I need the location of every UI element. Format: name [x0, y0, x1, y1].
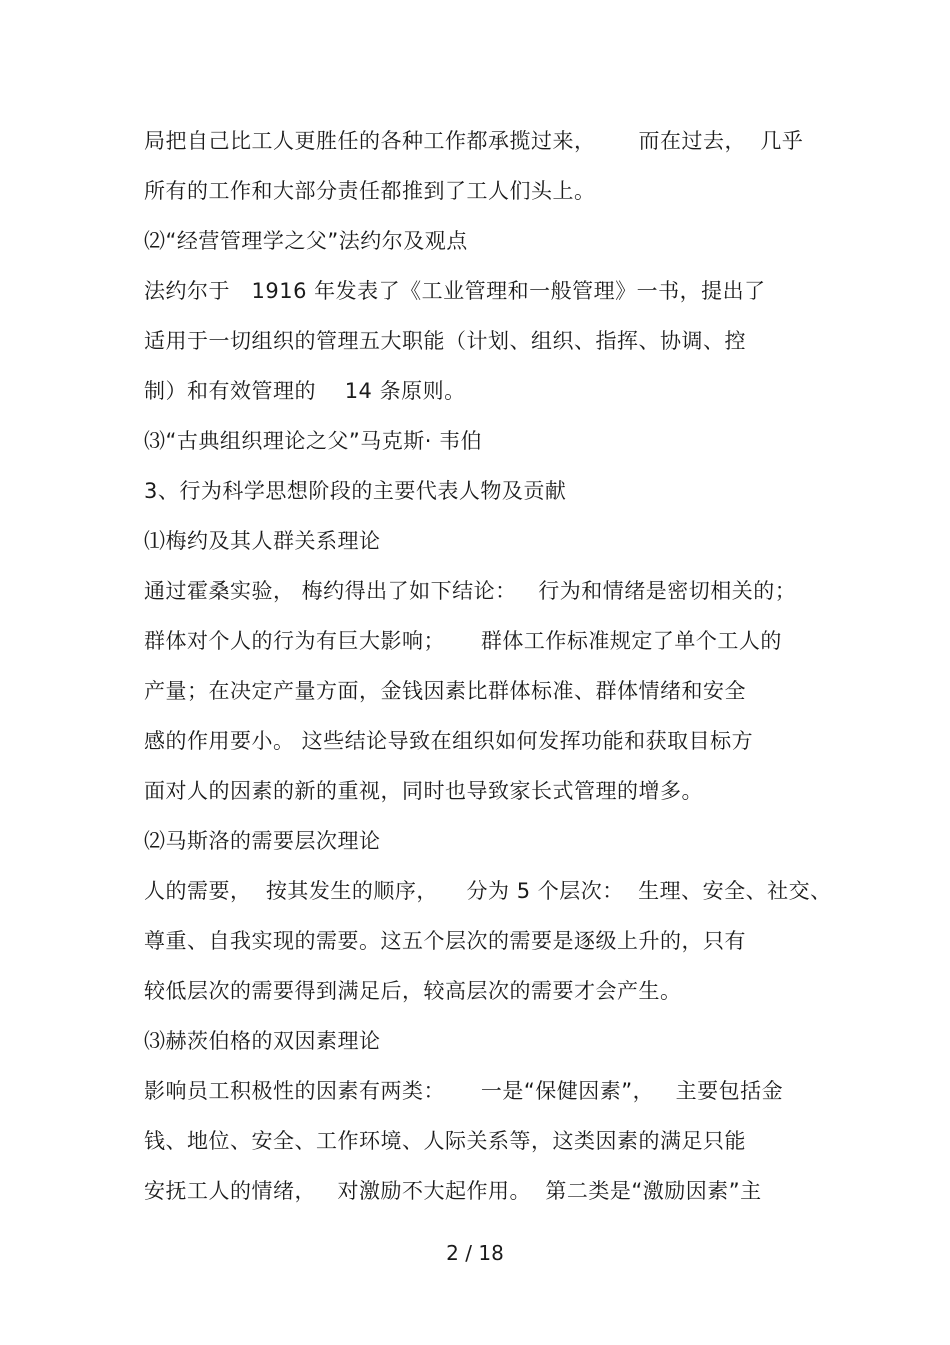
text-line: 通过霍桑实验， 梅约得出了如下结论： 行为和情绪是密切相关的； — [144, 579, 797, 603]
text-line: 产量；在决定产量方面，金钱因素比群体标准、群体情绪和安全 — [144, 679, 746, 703]
text-line: 人的需要， 按其发生的顺序， 分为 5 个层次： 生理、安全、社交、 — [144, 879, 832, 903]
text-line: 钱、地位、安全、工作环境、人际关系等，这类因素的满足只能 — [144, 1129, 746, 1153]
section-heading: ⑵“经营管理学之父”法约尔及观点 — [144, 229, 468, 253]
text-line: 适用于一切组织的管理五大职能（计划、组织、指挥、协调、控 — [144, 329, 746, 353]
text-line: 局把自己比工人更胜任的各种工作都承揽过来， 而在过去， 几乎 — [144, 129, 804, 153]
section-heading: 3、行为科学思想阶段的主要代表人物及贡献 — [144, 479, 567, 503]
text-line: 面对人的因素的新的重视，同时也导致家长式管理的增多。 — [144, 779, 703, 803]
text-line: 群体对个人的行为有巨大影响； 群体工作标准规定了单个工人的 — [144, 629, 782, 653]
section-heading: ⑶“古典组织理论之父”马克斯· 韦伯 — [144, 429, 483, 453]
text-line: 安抚工人的情绪， 对激励不大起作用。 第二类是“激励因素”主 — [144, 1179, 762, 1203]
text-line: 法约尔于 1916 年发表了《工业管理和一般管理》一书，提出了 — [144, 279, 766, 303]
section-heading: ⑵马斯洛的需要层次理论 — [144, 829, 381, 853]
text-line: 感的作用要小。 这些结论导致在组织如何发挥功能和获取目标方 — [144, 729, 754, 753]
text-line: 制）和有效管理的 14 条原则。 — [144, 379, 466, 403]
section-heading: ⑶赫茨伯格的双因素理论 — [144, 1029, 381, 1053]
text-line: 较低层次的需要得到满足后，较高层次的需要才会产生。 — [144, 979, 682, 1003]
page-number: 2 / 18 — [446, 1241, 504, 1265]
text-line: 影响员工积极性的因素有两类： 一是“保健因素”， 主要包括金 — [144, 1079, 784, 1103]
section-heading: ⑴梅约及其人群关系理论 — [144, 529, 381, 553]
text-line: 尊重、自我实现的需要。这五个层次的需要是逐级上升的，只有 — [144, 929, 746, 953]
text-line: 所有的工作和大部分责任都推到了工人们头上。 — [144, 179, 596, 203]
